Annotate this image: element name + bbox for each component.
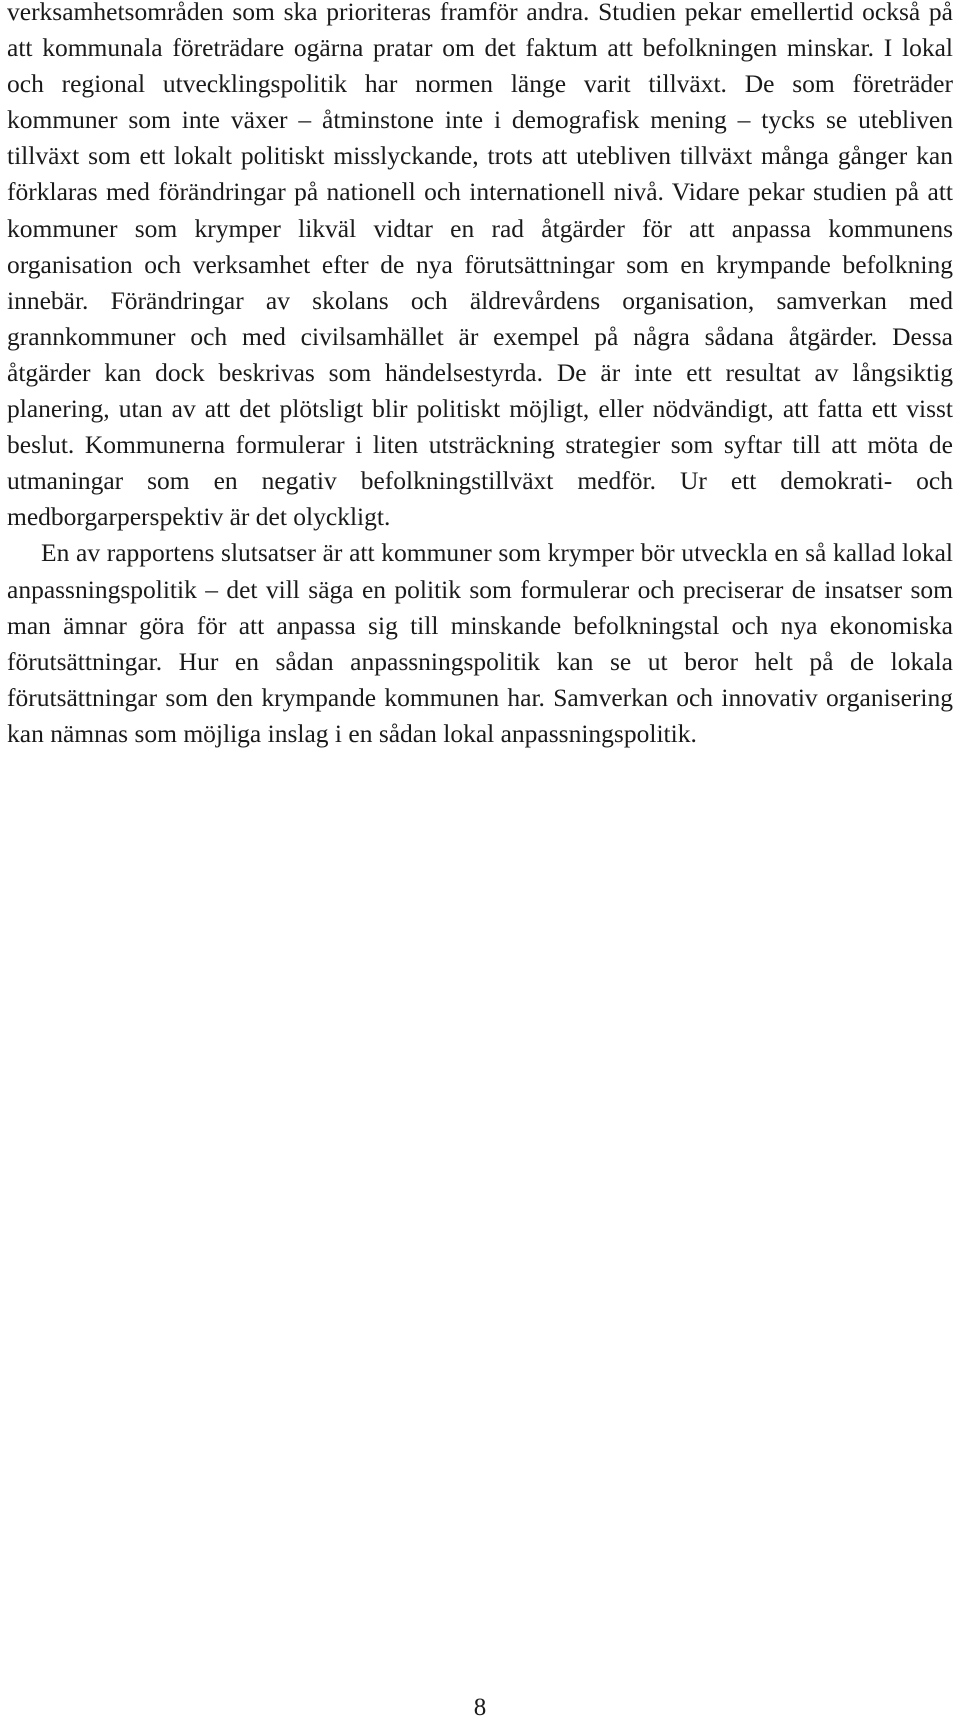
paragraph-1: verksamhetsområden som ska prioriteras framför andra. Studien pekar emellertid också på att kommunala företrädare ogärna pratar om det faktum att befolkningen minskar. I lokal och regional utvecklingspolitik har normen länge varit tillväxt. De som företräder kommuner som inte växer – åtminstone inte i demografisk mening – tycks se utebliven tillväxt som ett lokalt politiskt misslyckande, trots att utebliven tillväxt många gånger kan förklaras med förändringar på nationell och internationell nivå. Vidare pekar studien på att kommuner som krymper likväl vidtar en rad åtgärder för att anpassa kommunens organisation och verksamhet efter de nya förutsättningar som en krympande befolkning innebär. Förändringar av skolans och äldrevårdens organisation, samverkan med grannkommuner och med civilsamhället är exempel på några sådana åtgärder. Dessa åtgärder kan dock beskrivas som händelsestyrda. De är inte ett resultat av långsiktig planering, utan av att det plötsligt blir politiskt möjligt, eller nödvändigt, att fatta ett visst beslut. Kommunerna formulerar i liten utsträckning strategier som syftar till att möta de utmaningar som en negativ befolkningstillväxt medför. Ur ett demokrati- och medborgarperspektiv är det olyckligt. — [7, 0, 953, 532]
body-text — [7, 0, 953, 752]
page-number: 8 — [473, 1694, 487, 1721]
paragraph-2: En av rapportens slutsatser är att kommuner som krymper bör utveckla en så kallad lokal anpassningspolitik – det vill säga en politik som formulerar och preciserar de insatser som man ämnar göra för att anpassa sig till minskande befolkningstal och nya ekonomiska förutsättningar. Hur en sådan anpassningspolitik kan se ut beror helt på de lokala förutsättningar som den krympande kommunen har. Samverkan och innovativ organisering kan nämnas som möjliga inslag i en sådan lokal anpassningspolitik. — [7, 538, 953, 748]
